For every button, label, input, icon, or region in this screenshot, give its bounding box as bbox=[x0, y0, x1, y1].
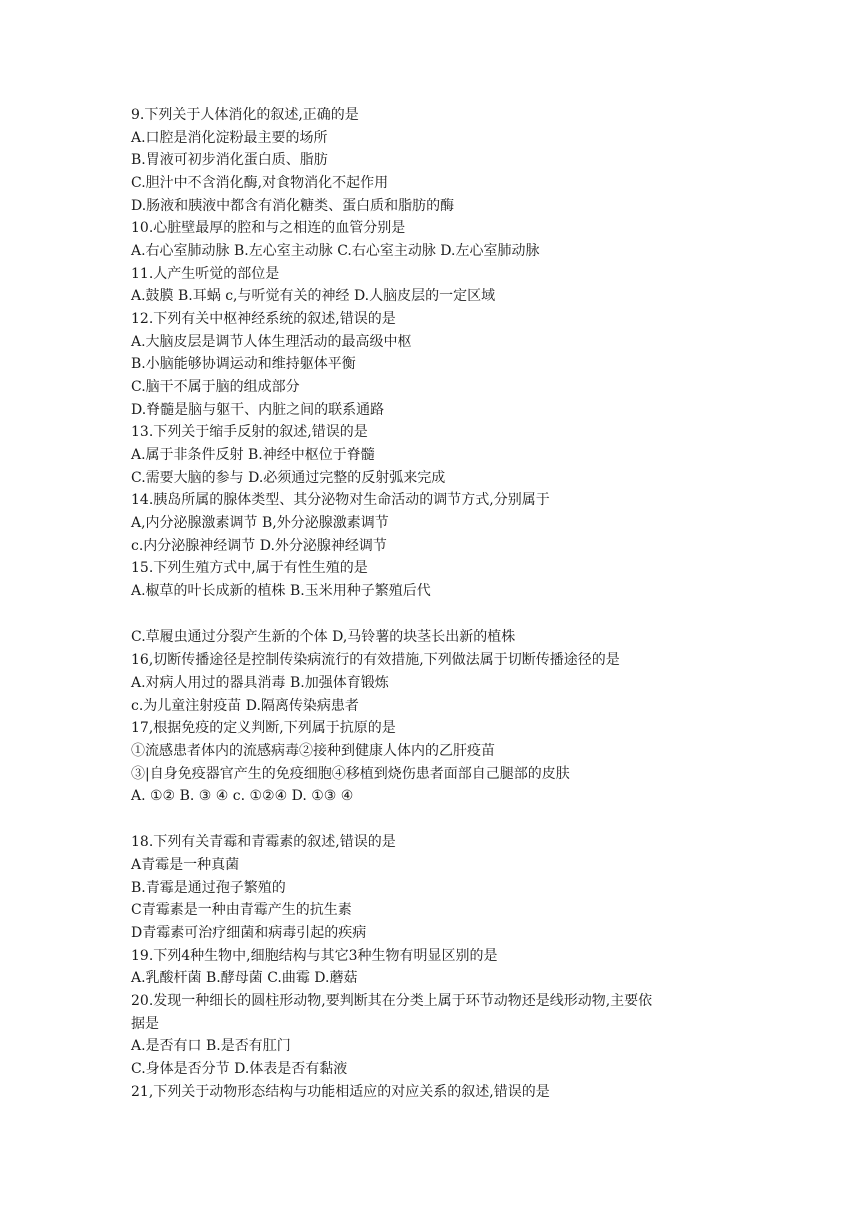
question-14-stem: 14.胰岛所属的腺体类型、其分泌物对生命活动的调节方式,分别属于 bbox=[131, 492, 550, 508]
question-17-stem: 17,根据免疫的定义判断,下列属于抗原的是 bbox=[131, 720, 396, 736]
question-17-items-34: ③|自身免疫器官产生的免疫细胞④移植到烧伤患者面部自己腿部的皮肤 bbox=[131, 766, 570, 782]
question-20-options-ab: A.是否有口 B.是否有肛门 bbox=[131, 1038, 291, 1054]
question-13-stem: 13.下列关于缩手反射的叙述,错误的是 bbox=[131, 424, 368, 440]
question-9-option-d: D.肠液和胰液中都含有消化糖类、蛋白质和脂肪的酶 bbox=[131, 198, 455, 214]
question-14-options-cd: c.内分泌腺神经调节 D.外分泌腺神经调节 bbox=[131, 538, 387, 554]
question-16-options-cd: c.为儿童注射疫苗 D.隔离传染病患者 bbox=[131, 698, 359, 714]
question-9-option-a: A.口腔是消化淀粉最主要的场所 bbox=[131, 130, 328, 146]
question-13-options-ab: A.属于非条件反射 B.神经中枢位于脊髓 bbox=[131, 447, 375, 463]
question-15-stem: 15.下列生殖方式中,属于有性生殖的是 bbox=[131, 560, 368, 576]
question-9-option-c: C.胆汁中不含消化酶,对食物消化不起作用 bbox=[131, 175, 389, 191]
question-9-stem: 9.下列关于人体消化的叙述,正确的是 bbox=[131, 107, 359, 123]
question-17-options: A. ①② B. ③ ④ c. ①②④ D. ①③ ④ bbox=[131, 788, 354, 804]
question-18-stem: 18.下列有关青霉和青霉素的叙述,错误的是 bbox=[131, 834, 396, 850]
question-18-option-b: B.青霉是通过孢子繁殖的 bbox=[131, 880, 286, 896]
question-12-option-b: B.小脑能够协调运动和维持躯体平衡 bbox=[131, 356, 356, 372]
question-11-options: A.鼓膜 B.耳蜗 c,与听觉有关的神经 D.人脑皮层的一定区域 bbox=[131, 288, 496, 304]
question-13-options-cd: C.需要大脑的参与 D.必须通过完整的反射弧来完成 bbox=[131, 470, 446, 486]
question-15-options-ab: A.椒草的叶长成新的植株 B.玉米用种子繁殖后代 bbox=[131, 583, 431, 599]
question-20-stem: 20.发现一种细长的圆柱形动物,要判断其在分类上属于环节动物还是线形动物,主要依 bbox=[131, 993, 653, 1009]
question-21-stem: 21,下列关于动物形态结构与功能相适应的对应关系的叙述,错误的是 bbox=[131, 1084, 550, 1100]
question-18-option-d: D青霉素可治疗细菌和病毒引起的疾病 bbox=[131, 925, 367, 941]
question-17-items-12: ①流感患者体内的流感病毒②接种到健康人体内的乙肝疫苗 bbox=[131, 743, 495, 759]
question-11-stem: 11.人产生听觉的部位是 bbox=[131, 266, 280, 282]
question-15-options-cd: C.草履虫通过分裂产生新的个体 D,马铃薯的块茎长出新的植株 bbox=[131, 629, 516, 645]
question-20-stem-cont: 据是 bbox=[131, 1016, 159, 1032]
question-19-options: A.乳酸杆菌 B.酵母菌 C.曲霉 D.蘑菇 bbox=[131, 970, 358, 986]
question-12-option-c: C.脑干不属于脑的组成部分 bbox=[131, 379, 300, 395]
question-18-option-a: A青霉是一种真菌 bbox=[131, 857, 240, 873]
question-10-stem: 10.心脏壁最厚的腔和与之相连的血管分别是 bbox=[131, 220, 406, 236]
question-16-stem: 16,切断传播途径是控制传染病流行的有效措施,下列做法属于切断传播途径的是 bbox=[131, 652, 620, 668]
question-12-option-d: D.脊髓是脑与躯干、内脏之间的联系通路 bbox=[131, 402, 385, 418]
question-18-option-c: C青霉素是一种由青霉产生的抗生素 bbox=[131, 902, 352, 918]
question-12-stem: 12.下列有关中枢神经系统的叙述,错误的是 bbox=[131, 311, 396, 327]
question-9-option-b: B.胃液可初步消化蛋白质、脂肪 bbox=[131, 152, 328, 168]
question-20-options-cd: C.身体是否分节 D.体表是否有黏液 bbox=[131, 1061, 348, 1077]
question-19-stem: 19.下列4种生物中,细胞结构与其它3种生物有明显区别的是 bbox=[131, 948, 498, 964]
question-10-options: A.右心室肺动脉 B.左心室主动脉 C.右心室主动脉 D.左心室肺动脉 bbox=[131, 243, 540, 259]
question-12-option-a: A.大脑皮层是调节人体生理活动的最高级中枢 bbox=[131, 334, 412, 350]
question-14-options-ab: A,内分泌腺激素调节 B,外分泌腺激素调节 bbox=[131, 515, 389, 531]
question-16-options-ab: A.对病人用过的器具消毒 B.加强体育锻炼 bbox=[131, 675, 389, 691]
